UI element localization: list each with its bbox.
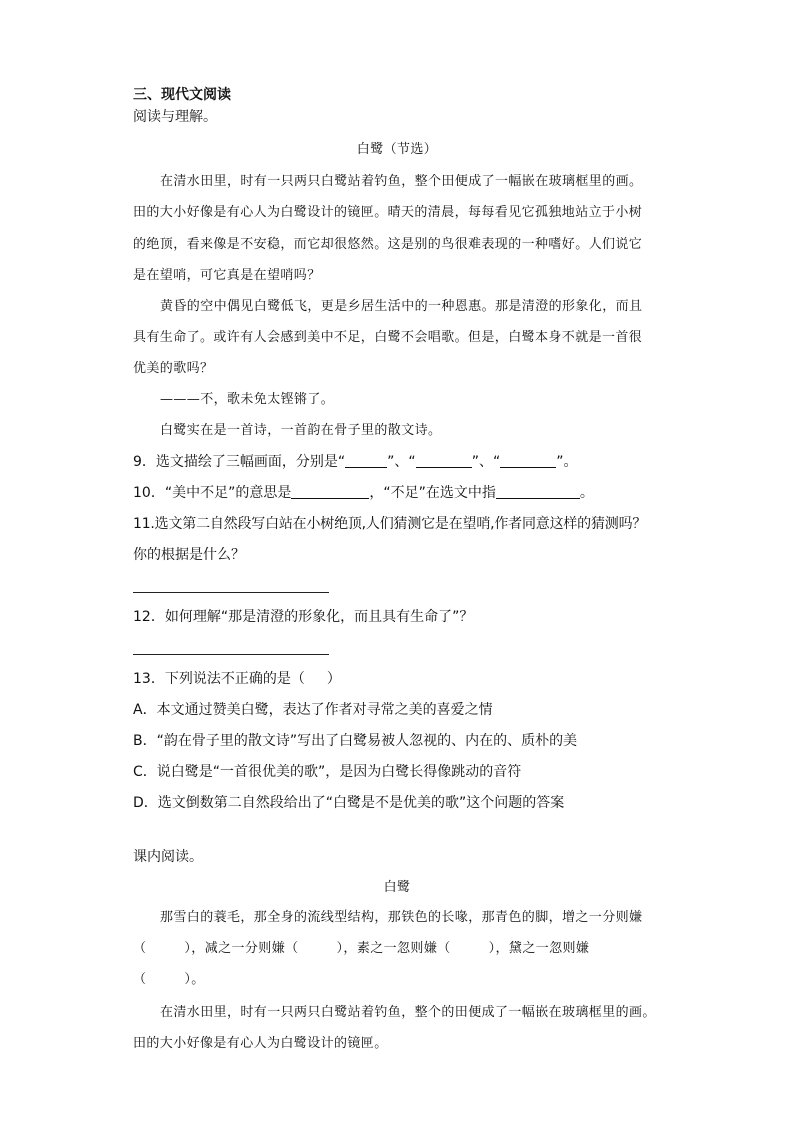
paren-open: （ [133,972,147,987]
question-13-stem [133,670,341,688]
passage-title: 白鹭（节选） [356,142,438,157]
q9-separator: ”、“ [387,454,416,470]
question-9 [133,453,577,471]
q13-option-a: A．本文通过赞美白鹭，表达了作者对寻常之美的喜爱之情 [133,702,493,718]
q9-prefix: 9．选文描绘了三幅画面，分别是“ [133,454,346,470]
passage-line: 黄昏的空中偶见白鹭低飞，更是乡居生活中的一种恩惠。那是清澄的形象化，而且 [160,299,643,314]
question-11-line-1: 11.选文第二自然段写白站在小树绝顶,人们猜测它是在望哨,作者同意这样的猜测吗？ [133,516,647,532]
q12-answer-line[interactable] [133,654,329,655]
passage-line: 是在望哨，可它真是在望哨吗？ [133,268,321,283]
text-fragment: ），减之一分则嫌（ [184,941,299,956]
section2-line: 那雪白的蓑毛，那全身的流线型结构，那铁色的长喙，那青色的脚，增之一分则嫌 [160,910,643,925]
section2-instruction: 课内阅读。 [133,849,203,865]
q9-blank-3[interactable] [500,454,556,468]
q9-blank-1[interactable] [345,454,387,468]
text-fragment: ），黛之一忽则嫌 [488,941,590,956]
passage-line: 的绝顶，看来像是不安稳，而它却很悠然。这是别的鸟很难表现的一种嗜好。人们说它 [133,237,643,252]
q13-stem-prefix: 13．下列说法不正确的是（ [133,671,305,687]
q13-option-c: C．说白鹭是“一首很优美的歌”，是因为白鹭长得像跳动的音符 [133,764,522,780]
text-fragment: ），素之一忽则嫌（ [336,941,451,956]
q9-suffix: ”。 [556,454,578,470]
section2-title: 白鹭 [383,880,411,895]
q10-prefix: 10．“美中不足”的意思是 [133,485,292,501]
section2-line: 田的大小好像是有心人为白鹭设计的镜匣。 [133,1036,388,1051]
q10-suffix: 。 [579,485,594,501]
question-12: 12．如何理解“那是清澄的形象化，而且具有生命了”？ [133,609,474,625]
section2-blank-line [133,940,589,958]
question-10 [133,484,594,502]
q13-stem-suffix: ） [326,671,341,687]
reading-instruction: 阅读与理解。 [133,109,217,125]
q9-blank-2[interactable] [416,454,472,468]
question-11-line-2: 你的根据是什么？ [133,547,245,563]
q11-answer-line[interactable] [133,592,329,593]
text-fragment: ）。 [184,972,205,987]
passage-line: 田的大小好像是有心人为白鹭设计的镜匣。晴天的清晨，每每看见它孤独地站立于小树 [133,205,643,220]
q10-blank-1[interactable] [291,485,369,499]
q13-option-d: D．选文倒数第二自然段给出了“白鹭是不是优美的歌”这个问题的答案 [133,795,565,811]
section2-line: 在清水田里，时有一只两只白鹭站着钓鱼，整个的田便成了一幅嵌在玻璃框里的画。 [160,1005,656,1020]
section2-blank-line [133,971,205,989]
q13-option-b: B．“韵在骨子里的散文诗”写出了白鹭易被人忽视的、内在的、质朴的美 [133,733,578,749]
passage-line: ———不，歌未免太铿锵了。 [160,392,335,407]
passage-line: 白鹭实在是一首诗，一首韵在骨子里的散文诗。 [160,423,442,438]
q9-separator: ”、“ [471,454,501,470]
passage-line: 具有生命了。或许有人会感到美中不足，白鹭不会唱歌。但是，白鹭本身不就是一首很 [133,330,643,345]
q10-mid: ，“不足”在选文中指 [369,485,496,501]
passage-line: 在清水田里，时有一只两只白鹭站着钓鱼，整个田便成了一幅嵌在玻璃框里的画。 [160,174,643,189]
q10-blank-2[interactable] [496,485,580,499]
section-heading: 三、现代文阅读 [133,87,231,103]
passage-line: 优美的歌吗？ [133,361,214,376]
paren-open: （ [133,941,147,956]
